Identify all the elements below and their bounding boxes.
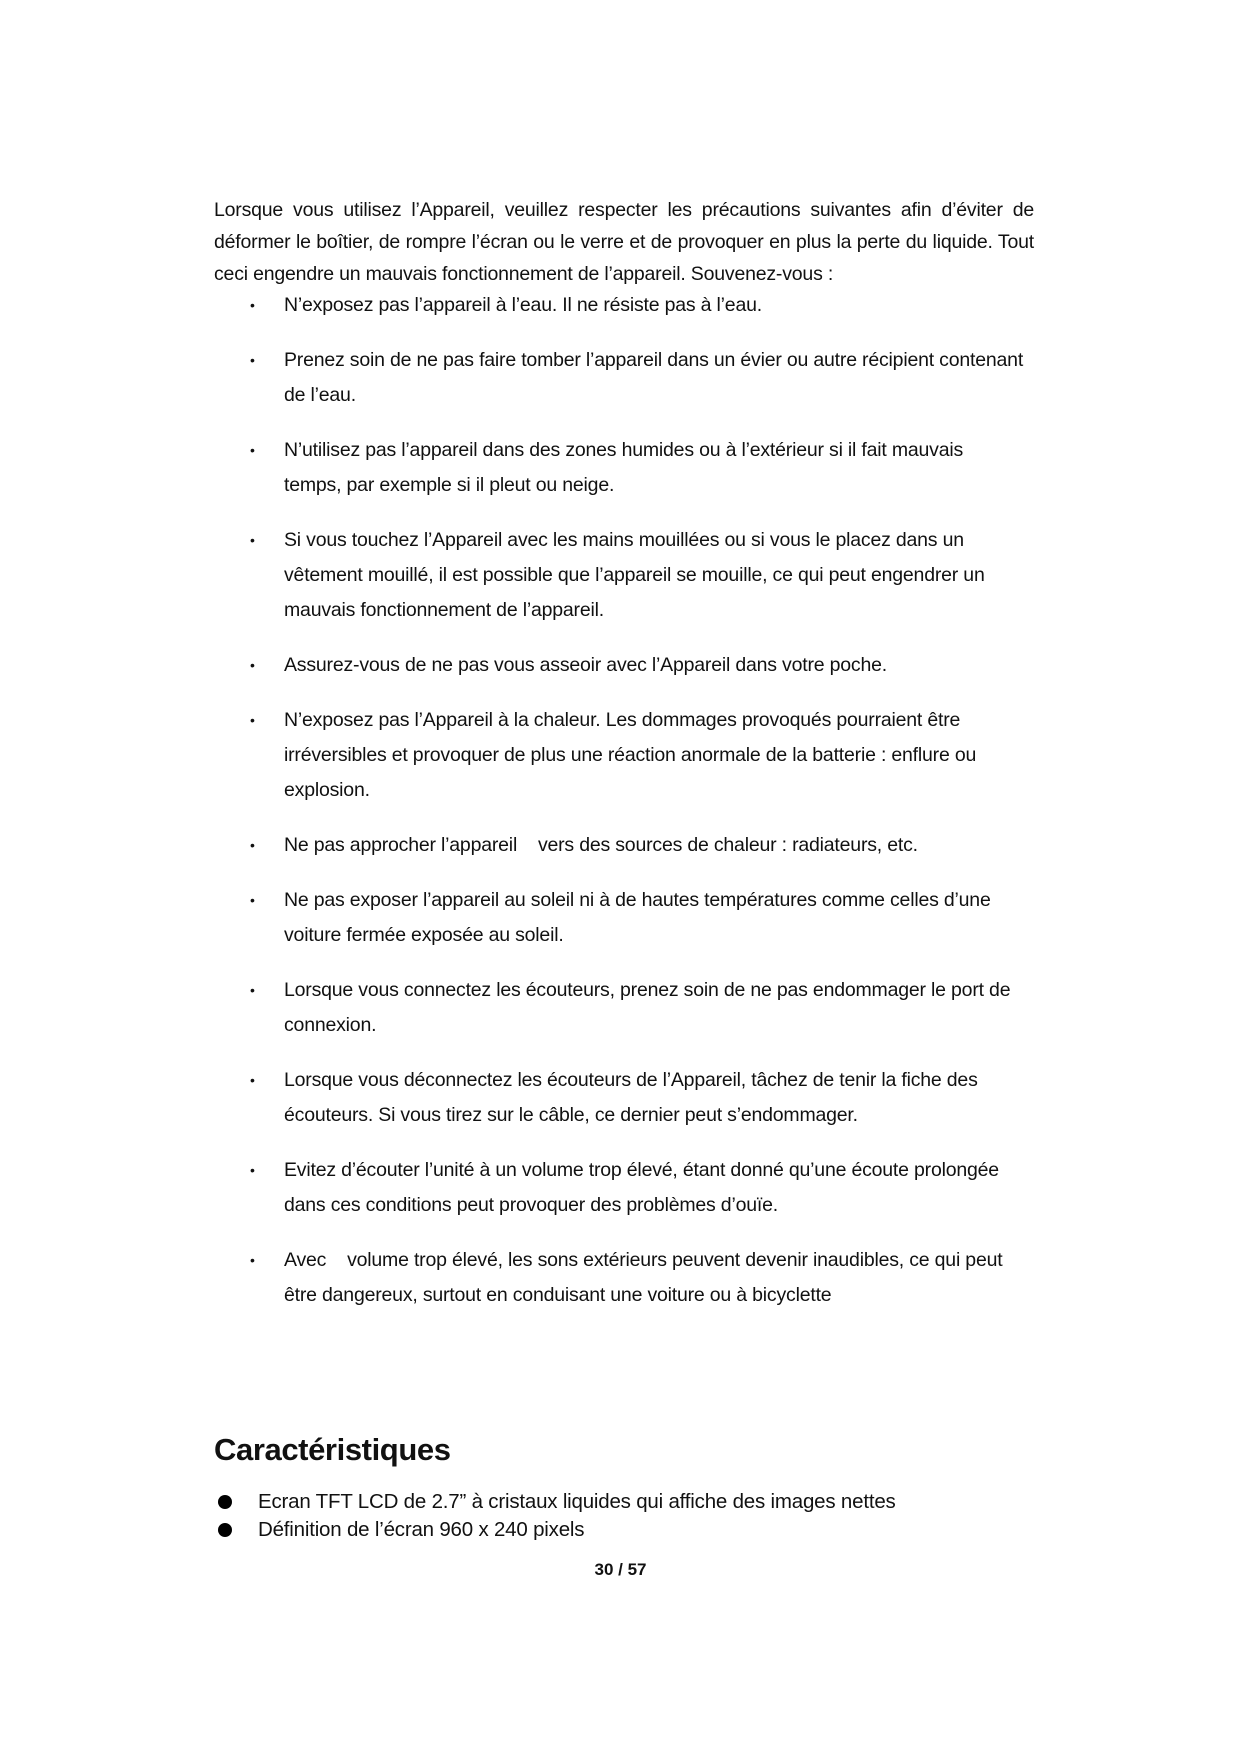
list-item	[214, 828, 1034, 863]
list-item-text: Assurez-vous de ne pas vous asseoir avec l’Appareil dans votre poche.	[284, 654, 887, 676]
list-item	[214, 343, 1034, 413]
bullet-icon: •	[250, 442, 255, 458]
list-item-text: Ne pas approcher l’appareil vers des sources de chaleur : radiateurs, etc.	[284, 834, 918, 856]
list-item	[214, 973, 1034, 1043]
list-item-text: Lorsque vous connectez les écouteurs, prenez soin de ne pas endommager le port de connexion.	[284, 979, 1011, 1036]
list-item-text: N’exposez pas l’Appareil à la chaleur. Les dommages provoqués pourraient être irréversibles et provoquer de plus une réaction anormale de la batterie : enflure ou explosion.	[284, 709, 977, 801]
list-item	[214, 288, 1034, 323]
list-item-text: Evitez d’écouter l’unité à un volume trop élevé, étant donné qu’une écoute prolongée dans ces conditions peut provoquer des problèmes d’ouïe.	[284, 1159, 999, 1216]
bullet-icon: •	[250, 892, 255, 908]
intro-paragraph: Lorsque vous utilisez l’Appareil, veuillez respecter les précautions suivantes afin d’éviter de déformer le boîtier, de rompre l’écran ou le verre et de provoquer en plus la perte du liquide. Tout ceci engendre un mauvais fonctionnement de l’appareil. Souvenez-vous :	[214, 199, 1034, 285]
bullet-icon: •	[250, 657, 255, 673]
page-number: 30 / 57	[594, 1560, 647, 1579]
list-item-text: Ne pas exposer l’appareil au soleil ni à de hautes températures comme celles d’une voiture fermée exposée au soleil.	[284, 889, 991, 946]
feature-item	[214, 1516, 1034, 1544]
bullet-icon: •	[250, 352, 255, 368]
section-heading: Caractéristiques	[214, 1432, 451, 1467]
precautions-list	[214, 288, 1034, 1333]
bullet-icon: •	[250, 297, 255, 313]
list-item-text: N’exposez pas l’appareil à l’eau. Il ne résiste pas à l’eau.	[284, 294, 762, 316]
list-item-text: Lorsque vous déconnectez les écouteurs de l’Appareil, tâchez de tenir la fiche des écouteurs. Si vous tirez sur le câble, ce dernier peut s’endommager.	[284, 1069, 978, 1126]
filled-bullet-icon	[218, 1495, 232, 1509]
list-item	[214, 703, 1034, 808]
bullet-icon: •	[250, 532, 255, 548]
list-item	[214, 1243, 1034, 1313]
bullet-icon: •	[250, 982, 255, 998]
bullet-icon: •	[250, 1162, 255, 1178]
list-item-text: N’utilisez pas l’appareil dans des zones humides ou à l’extérieur si il fait mauvais temps, par exemple si il pleut ou neige.	[284, 439, 964, 496]
list-item	[214, 1063, 1034, 1133]
bullet-icon: •	[250, 712, 255, 728]
bullet-icon: •	[250, 1252, 255, 1268]
list-item	[214, 883, 1034, 953]
features-list	[214, 1488, 1034, 1544]
feature-item-text: Définition de l’écran 960 x 240 pixels	[258, 1518, 585, 1541]
list-item	[214, 433, 1034, 503]
feature-item-text: Ecran TFT LCD de 2.7” à cristaux liquides qui affiche des images nettes	[258, 1490, 896, 1513]
bullet-icon: •	[250, 837, 255, 853]
bullet-icon: •	[250, 1072, 255, 1088]
filled-bullet-icon	[218, 1523, 232, 1537]
list-item-text: Avec volume trop élevé, les sons extérieurs peuvent devenir inaudibles, ce qui peut être dangereux, surtout en conduisant une voiture ou à bicyclette	[284, 1249, 1008, 1306]
list-item-text: Si vous touchez l’Appareil avec les mains mouillées ou si vous le placez dans un vêtement mouillé, il est possible que l’appareil se mouille, ce qui peut engendrer un mauvais fonctionnement de l’appareil.	[284, 529, 985, 621]
list-item	[214, 523, 1034, 628]
feature-item	[214, 1488, 1034, 1516]
list-item-text: Prenez soin de ne pas faire tomber l’appareil dans un évier ou autre récipient contenant de l’eau.	[284, 349, 1024, 406]
list-item	[214, 648, 1034, 683]
list-item	[214, 1153, 1034, 1223]
